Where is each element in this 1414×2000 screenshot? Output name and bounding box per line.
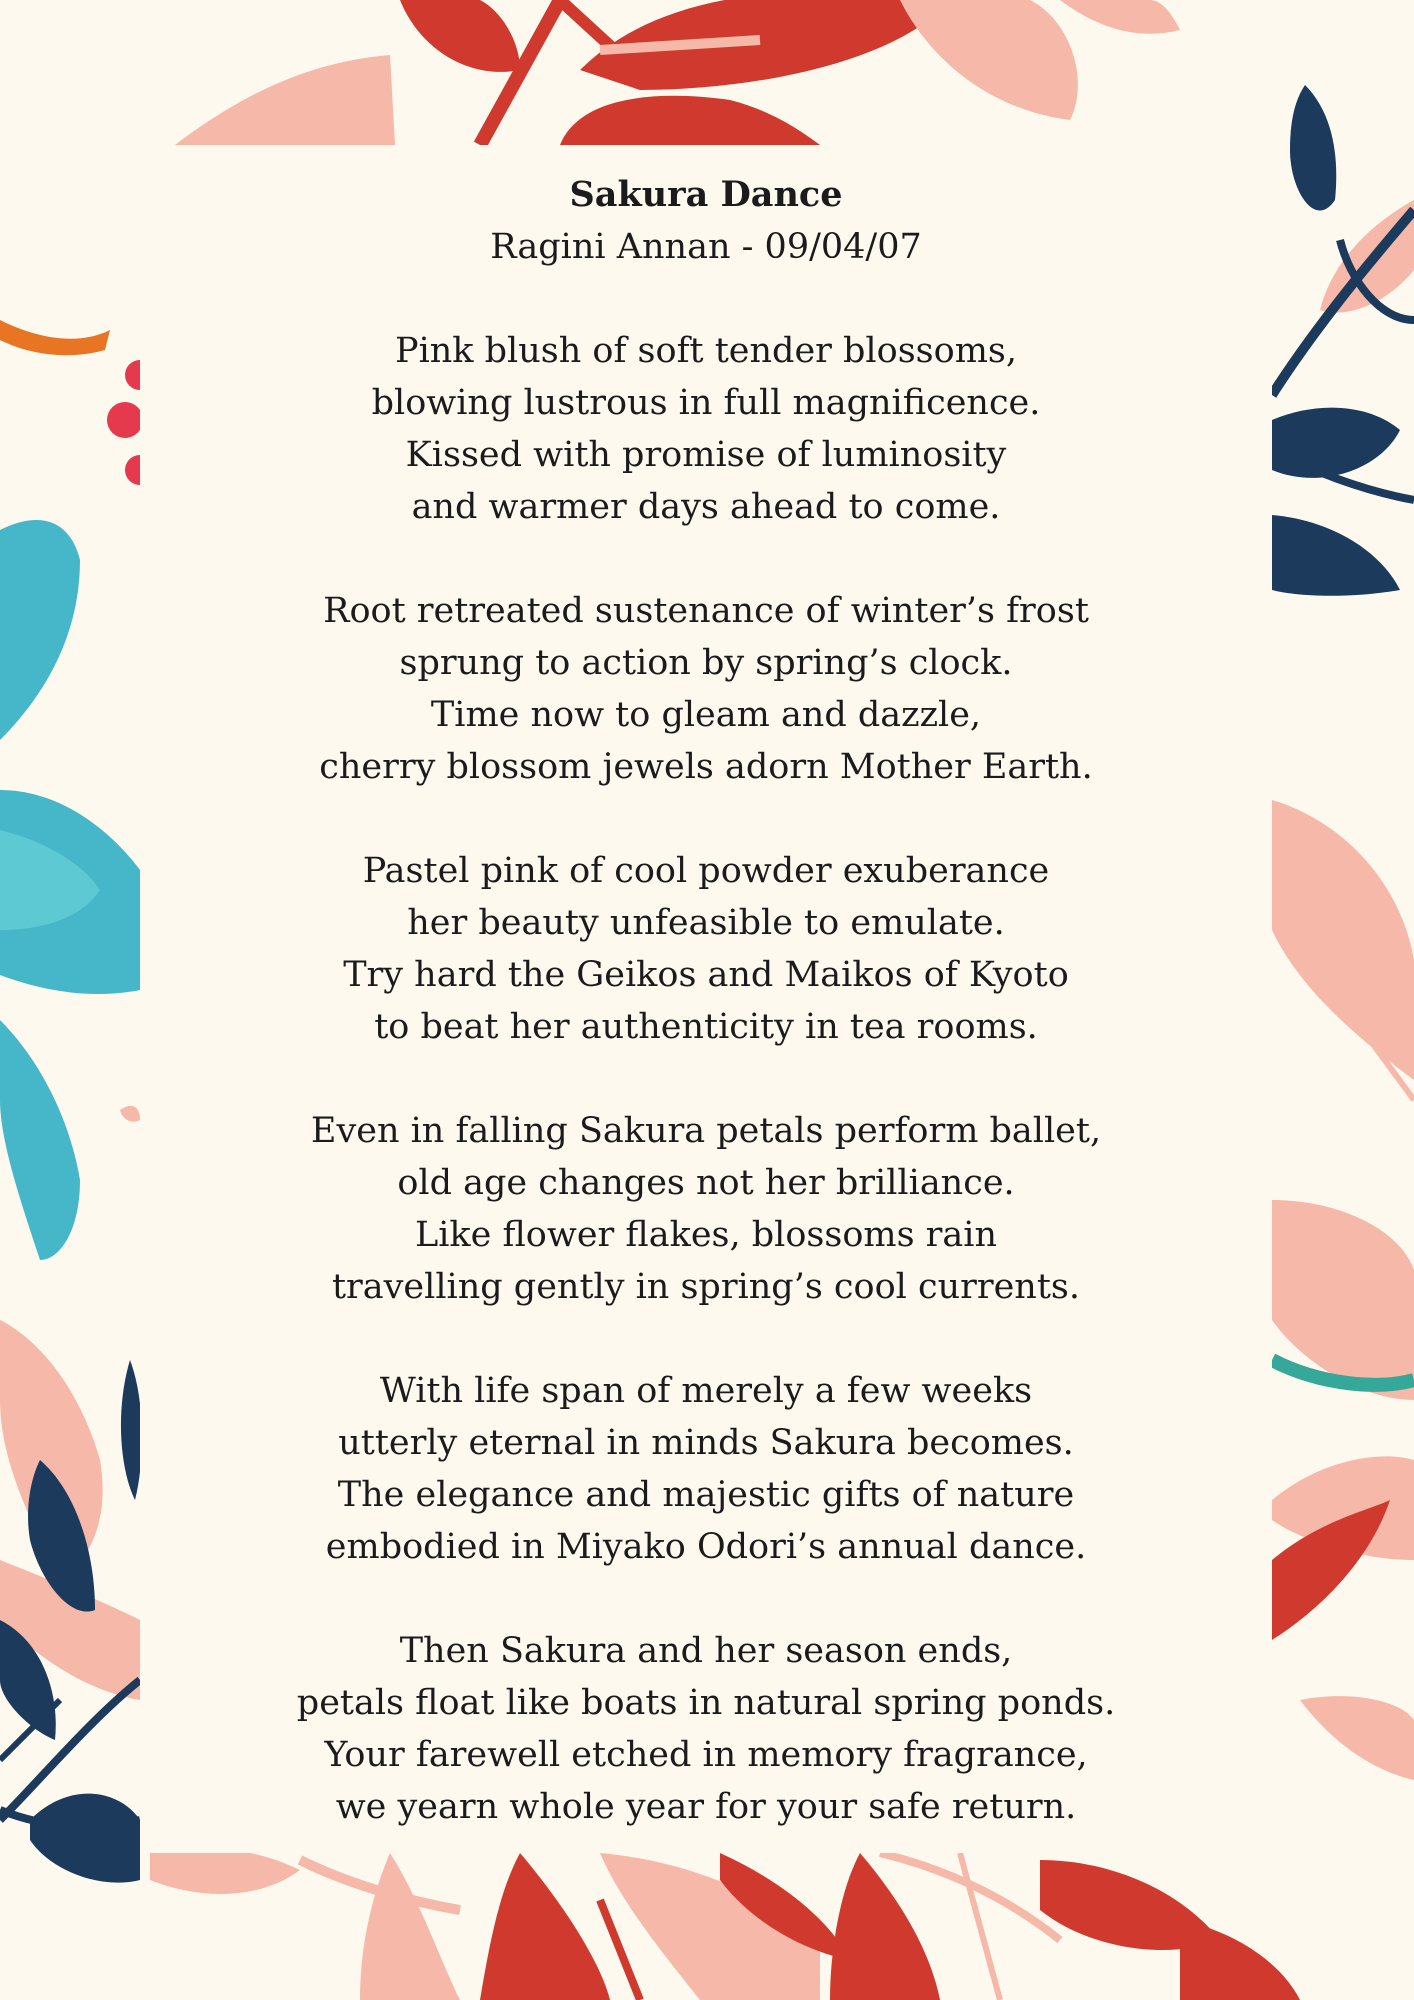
- bottom-leaf-cluster: [150, 1847, 1300, 2000]
- stanza-2: [140, 585, 1272, 793]
- poem-line: utterly eternal in minds Sakura becomes.: [338, 1423, 1074, 1463]
- poem-line: Pink blush of soft tender blossoms,: [395, 331, 1017, 371]
- left-teal-leaves: [0, 520, 140, 1260]
- poem-line: to beat her authenticity in tea rooms.: [374, 1007, 1038, 1047]
- poem-line: Like flower flakes, blossoms rain: [414, 1215, 998, 1255]
- poem-panel: [140, 145, 1272, 1853]
- stanza-3: [140, 845, 1272, 1053]
- poem-line: and warmer days ahead to come.: [411, 487, 1001, 527]
- poem-line: Root retreated sustenance of winter’s frost: [323, 591, 1089, 631]
- poem-line: Kissed with promise of luminosity: [405, 435, 1007, 475]
- poem-title: Sakura Dance: [569, 174, 843, 215]
- poem-line: travelling gently in spring’s cool currents.: [331, 1267, 1080, 1307]
- poem-line: With life span of merely a few weeks: [379, 1371, 1033, 1411]
- poem-line: old age changes not her brilliance.: [397, 1163, 1015, 1203]
- right-top-leaves: [1272, 85, 1414, 596]
- poem-line: Even in falling Sakura petals perform ballet,: [310, 1111, 1102, 1151]
- poem-line: Time now to gleam and dazzle,: [430, 695, 982, 735]
- right-middle-leaves: [1272, 800, 1414, 1780]
- stanza-6: [140, 1625, 1272, 1833]
- poem-line: Try hard the Geikos and Maikos of Kyoto: [343, 955, 1069, 995]
- stanza-5: [140, 1365, 1272, 1573]
- left-bottom-leaves: [0, 1320, 142, 1883]
- stanza-4: [140, 1105, 1272, 1313]
- poem-line: embodied in Miyako Odori’s annual dance.: [325, 1527, 1087, 1567]
- left-top-accents: [0, 320, 155, 485]
- poem-line: petals float like boats in natural spring ponds.: [296, 1683, 1116, 1723]
- poem: [140, 145, 1272, 1833]
- poem-byline: Ragini Annan - 09/04/07: [490, 227, 922, 267]
- poem-line: sprung to action by spring’s clock.: [399, 643, 1013, 683]
- poem-line: Your farewell etched in memory fragrance,: [324, 1735, 1088, 1775]
- poem-line: cherry blossom jewels adorn Mother Earth.: [319, 747, 1093, 787]
- stanza-1: [140, 325, 1272, 533]
- poem-line: Then Sakura and her season ends,: [399, 1631, 1013, 1671]
- poem-line: Pastel pink of cool powder exuberance: [362, 851, 1050, 891]
- poem-line: blowing lustrous in full magnificence.: [371, 383, 1041, 423]
- top-leaf-cluster: [175, 0, 1180, 145]
- poem-line: The elegance and majestic gifts of nature: [337, 1475, 1075, 1515]
- poem-line: we yearn whole year for your safe return.: [335, 1787, 1077, 1827]
- poem-line: her beauty unfeasible to emulate.: [407, 903, 1005, 943]
